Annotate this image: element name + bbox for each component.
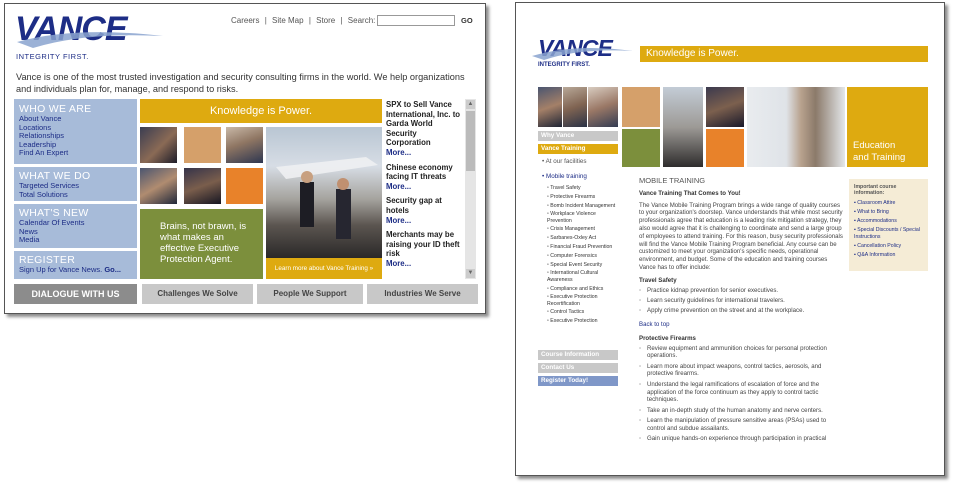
news-more-link[interactable]: More...: [386, 215, 412, 225]
logo-swoosh-icon: [530, 45, 635, 61]
sub-item[interactable]: ▫ Financial Fraud Prevention: [547, 244, 613, 251]
news-more-link[interactable]: More...: [386, 258, 412, 268]
sub-item[interactable]: ▫ Workplace Violence Prevention: [547, 211, 596, 224]
olive-tile: [622, 129, 660, 167]
nav-item-locations[interactable]: Locations: [19, 122, 52, 132]
news-scrollbar[interactable]: [465, 99, 476, 279]
nav-course-info[interactable]: Course Information: [538, 350, 618, 360]
register-go-link[interactable]: Go...: [104, 265, 121, 274]
nav-item-calendar[interactable]: Calendar Of Events: [19, 218, 85, 227]
list-item: ▫ Learn the manipulation of pressure sensitive areas (PSAs) used to control and subdue assailants.: [639, 416, 827, 432]
nav-item-find-expert[interactable]: Find An Expert: [19, 148, 69, 157]
photo-tile-meeting: [140, 127, 177, 163]
nav-who-we-are: [14, 99, 137, 164]
list-item: ▫ Apply crime prevention on the street and at the workplace.: [639, 307, 805, 315]
nav-vance-training[interactable]: Vance Training: [538, 144, 618, 154]
photo-tile-group: [538, 87, 562, 127]
nav-item-leadership[interactable]: Leadership: [19, 139, 57, 149]
people-button[interactable]: People We Support: [257, 284, 363, 304]
instructor-photo: [747, 87, 845, 167]
page-heading: MOBILE TRAINING: [639, 176, 706, 185]
top-links: Careers | Site Map | Store | Search:: [231, 16, 376, 25]
jet-photo: [663, 87, 703, 167]
list-item: ▫ Take an in-depth study of the human anatomy and nerve centers.: [639, 406, 823, 414]
scroll-down-icon[interactable]: ▼: [467, 270, 474, 276]
info-item[interactable]: ▪ Special Discounts / Special Instructions: [854, 227, 920, 240]
list-item: ▫ Review equipment and ammunition choices for personal protection operations.: [639, 344, 827, 360]
subheading: Vance Training That Comes to You!: [639, 189, 741, 197]
scroll-up-icon[interactable]: ▲: [467, 101, 474, 107]
list-item: ▫ Practice kidnap prevention for senior executives.: [639, 286, 779, 294]
sub-item[interactable]: ▫ Bomb Incident Management: [547, 202, 616, 209]
sub-item[interactable]: ▫ Executive Protection Recertification: [547, 294, 598, 307]
vance-logo[interactable]: VANCE: [538, 35, 612, 61]
main-content: [639, 177, 844, 445]
sub-item[interactable]: ▫ Executive Protection: [547, 318, 598, 325]
news-item[interactable]: Security gap at hotels More...: [386, 196, 442, 225]
nav-at-facilities[interactable]: • At our facilities: [542, 158, 587, 165]
challenges-button[interactable]: Challenges We Solve: [142, 284, 253, 304]
info-item[interactable]: ▪ Accommodations: [854, 218, 897, 225]
sub-item[interactable]: ▫ Computer Forensics: [547, 252, 597, 259]
list-item: ▫ Learn security guidelines for international travelers.: [639, 296, 785, 304]
industries-button[interactable]: Industries We Serve: [367, 284, 478, 304]
news-more-link[interactable]: More...: [386, 147, 412, 157]
news-list: [386, 100, 462, 269]
airplane-icon: [266, 127, 382, 258]
tan-tile: [184, 127, 221, 163]
body-text: The Vance Mobile Training Program brings a wide range of quality courses to your organization's doorstep. Vance understands that while most security professionals agree that education is a leading risk mitigation strategy, they also would agree that it is challenging to coordinate and send a large group of employees to attend training. For this reason, busy security professionals will find the Vance Mobile Training Program beneficial. Any course can be customized to meet your organization's specific needs, operational environment, and budget. Some of the education and training courses Vance has to offer include:: [639, 201, 843, 271]
store-link[interactable]: Store: [316, 16, 336, 25]
search-label: Search:: [347, 16, 376, 25]
nav-item-total[interactable]: Total Solutions: [19, 189, 68, 199]
mobile-training-sublist: [547, 185, 619, 327]
dialogue-button[interactable]: DIALOGUE WITH US: [14, 284, 137, 304]
orange-tile: [706, 129, 744, 167]
sub-item[interactable]: ▫ Control Tactics: [547, 309, 585, 316]
tagline: INTEGRITY FIRST.: [538, 62, 590, 68]
news-item[interactable]: Merchants may be raising your ID theft risk More...: [386, 230, 460, 268]
site-map-link[interactable]: Site Map: [272, 16, 304, 25]
course-info-box: [849, 179, 928, 271]
nav-item-relationships[interactable]: Relationships: [19, 131, 65, 140]
tagline: INTEGRITY FIRST.: [16, 52, 89, 61]
brains-box[interactable]: Brains, not brawn, is what makes an effective Executive Protection Agent.: [140, 209, 263, 279]
learn-more-link[interactable]: Learn more about Vance Training »: [266, 258, 382, 279]
nav-what-we-do: [14, 167, 137, 201]
firearms-title: Protective Firearms: [639, 334, 696, 342]
logo-swoosh-icon: [15, 28, 165, 50]
news-item[interactable]: SPX to Sell Vance International, Inc. to Garda World Security Corporation More...: [386, 100, 461, 157]
search-go-button[interactable]: GO: [461, 16, 473, 25]
nav-whats-new-title[interactable]: WHAT'S NEW: [19, 207, 89, 219]
orange-tile: [226, 168, 263, 204]
homepage-window: [4, 3, 486, 314]
nav-item-media[interactable]: Media: [19, 235, 40, 244]
nav-item-news[interactable]: News: [19, 226, 38, 236]
jet-photo: [266, 127, 382, 258]
sub-item[interactable]: ▫ International Cultural Awareness: [547, 270, 599, 283]
sub-item[interactable]: ▫ Special Event Security: [547, 261, 603, 268]
info-box-title: Important course information:: [854, 184, 897, 197]
sub-item[interactable]: ▫ Protective Firearms: [547, 193, 596, 200]
knowledge-banner: Knowledge is Power.: [140, 99, 382, 123]
sub-item[interactable]: ▫ Travel Safety: [547, 185, 581, 191]
photo-tile-man: [226, 127, 263, 163]
nav-item-about[interactable]: About Vance: [19, 114, 62, 123]
photo-tile-group: [140, 168, 177, 204]
sub-item[interactable]: ▫ Sarbanes-Oxley Act: [547, 235, 597, 242]
nav-why-vance[interactable]: Why Vance: [538, 131, 618, 141]
info-item[interactable]: ▪ Q&A Information: [854, 252, 896, 259]
nav-who-we-are-title[interactable]: WHO WE ARE: [19, 103, 92, 115]
sub-item[interactable]: ▫ Crisis Management: [547, 226, 595, 233]
nav-whats-new: [14, 204, 137, 248]
list-item: ▫ Gain unique hands-on experience through participation in practical: [639, 435, 827, 443]
sub-item[interactable]: ▫ Compliance and Ethics: [547, 285, 604, 292]
education-box: Education and Training: [847, 87, 928, 167]
nav-contact[interactable]: Contact Us: [538, 363, 618, 373]
nav-register-title[interactable]: REGISTER: [19, 254, 76, 266]
vance-logo[interactable]: VANCE: [15, 10, 127, 48]
nav-item-targeted[interactable]: Targeted Services: [19, 181, 80, 190]
photo-tile-man: [563, 87, 587, 127]
scroll-thumb[interactable]: [466, 111, 475, 171]
list-item: ▫ Learn more about impact weapons, control tactics, aerosols, and protective firearms.: [639, 362, 822, 378]
photo-tile-people: [706, 87, 744, 127]
nav-register[interactable]: Register Today!: [538, 376, 618, 386]
careers-link[interactable]: Careers: [231, 16, 260, 25]
knowledge-banner: Knowledge is Power.: [640, 46, 928, 62]
intro-text: Vance is one of the most trusted investigation and security consulting firms in the world. We help organizations and individuals plan for, manage, and respond to risks.: [16, 72, 465, 94]
back-to-top-link[interactable]: Back to top: [639, 320, 670, 328]
photo-tile-people: [184, 168, 221, 204]
list-item: ▫ Understand the legal ramifications of escalation of force and the application of the force continuum as they apply to control tactic techniques.: [639, 380, 820, 404]
travel-safety-title: Travel Safety: [639, 276, 677, 284]
nav-register: [14, 251, 137, 279]
nav-mobile-training[interactable]: • Mobile training: [542, 173, 587, 180]
news-item[interactable]: Chinese economy facing IT threats More...: [386, 162, 453, 191]
training-page-window: [515, 2, 945, 476]
tan-tile: [622, 87, 660, 127]
photo-tile-portrait: [588, 87, 618, 127]
search-input[interactable]: [377, 15, 455, 26]
info-item[interactable]: ▪ Cancellation Policy: [854, 243, 902, 250]
nav-what-we-do-title[interactable]: WHAT WE DO: [19, 170, 91, 182]
info-item[interactable]: ▪ Classroom Attire: [854, 199, 896, 206]
info-item[interactable]: ▪ What to Bring: [854, 208, 889, 215]
nav-item-signup[interactable]: Sign Up for Vance News. Go...: [19, 265, 121, 274]
news-more-link[interactable]: More...: [386, 181, 412, 191]
